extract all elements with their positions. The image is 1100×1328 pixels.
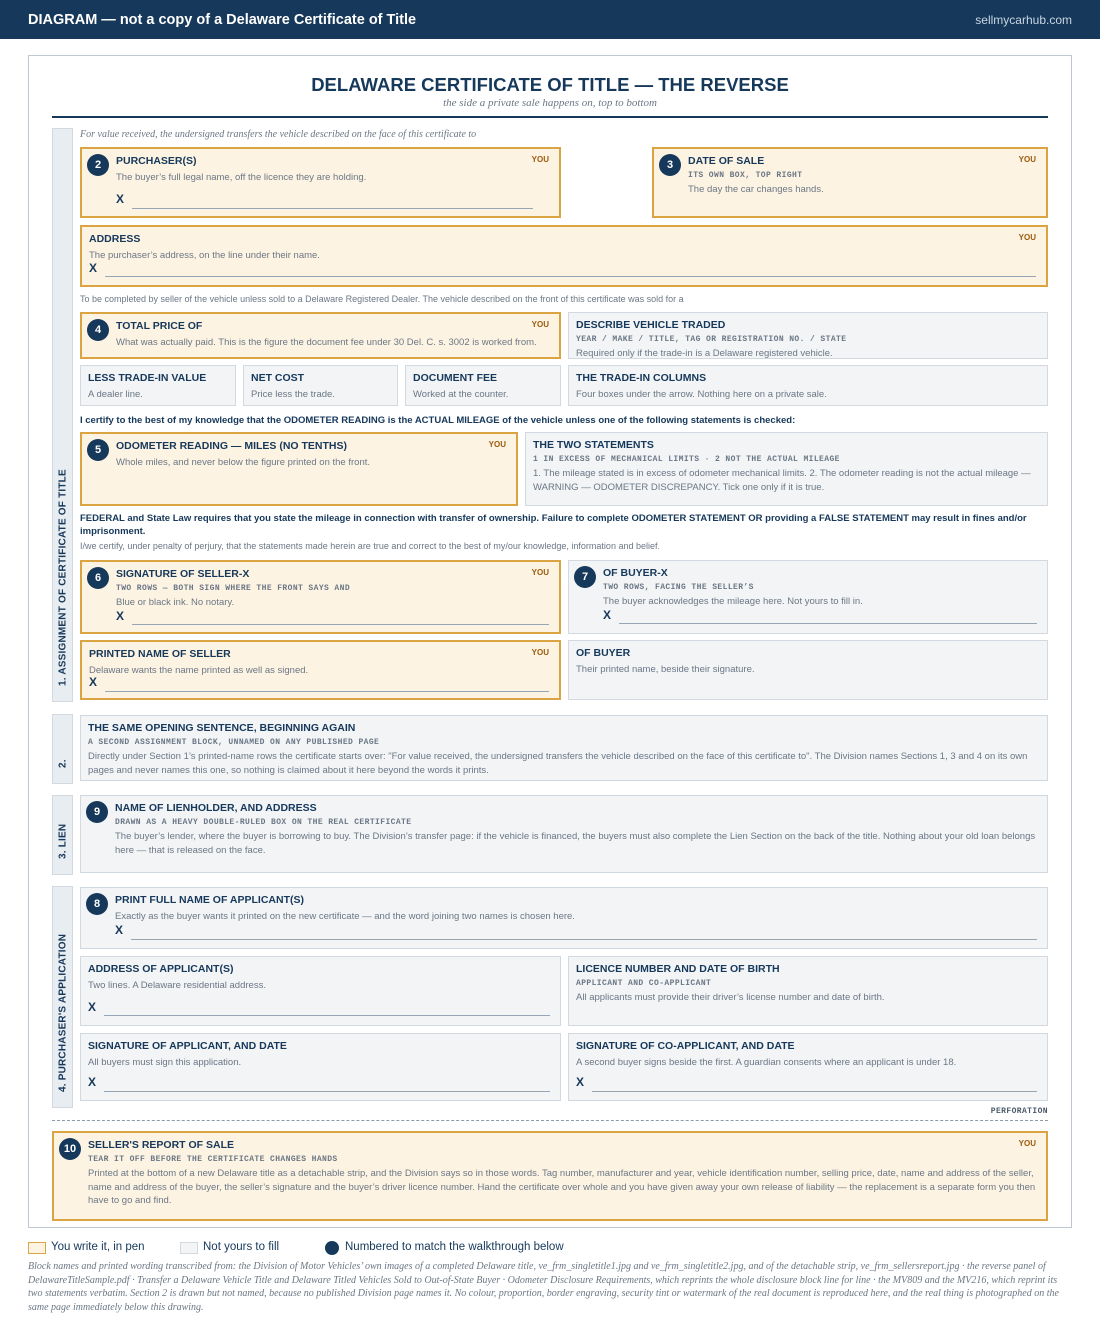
write-line bbox=[131, 939, 1037, 940]
applicant-name-box bbox=[80, 887, 1048, 949]
odometer-box[interactable] bbox=[80, 432, 518, 506]
box-label: PRINT FULL NAME OF APPLICANT(S) bbox=[115, 894, 304, 906]
write-line bbox=[104, 1015, 550, 1016]
step-badge: 8 bbox=[86, 893, 108, 915]
licence-box bbox=[568, 956, 1048, 1026]
box-desc: The buyer’s lender, where the buyer is borrowing to buy. The Division’s transfer page: if the vehicle is financed, the buyers must also complete the Lien Section on the back of the title. Nothing about your old loan belongs here — that is released on the face. bbox=[115, 831, 1036, 856]
write-line bbox=[132, 208, 533, 209]
box-sub: 1 IN EXCESS OF MECHANICAL LIMITS · 2 NOT THE ACTUAL MILEAGE bbox=[533, 455, 840, 464]
sign-mark: X bbox=[88, 1075, 97, 1089]
you-tag: YOU bbox=[1018, 1139, 1036, 1148]
page-title: DELAWARE CERTIFICATE OF TITLE — THE REVERSE bbox=[311, 74, 789, 95]
step-badge: 6 bbox=[87, 567, 109, 589]
sign-mark: X bbox=[89, 675, 98, 689]
write-line bbox=[104, 1091, 550, 1092]
box-sub: ITS OWN BOX, TOP RIGHT bbox=[688, 171, 803, 180]
box-label: PRINTED NAME OF SELLER bbox=[89, 648, 231, 660]
box-desc: All applicants must provide their driver’s license number and date of birth. bbox=[576, 992, 885, 1003]
box-label: LICENCE NUMBER AND DATE OF BIRTH bbox=[576, 963, 780, 975]
top-bar bbox=[0, 0, 1100, 39]
box-label: NAME OF LIENHOLDER, AND ADDRESS bbox=[115, 802, 317, 814]
box-label: ADDRESS OF APPLICANT(S) bbox=[88, 963, 234, 975]
total-price-box[interactable] bbox=[80, 312, 561, 359]
sign-mark: X bbox=[603, 608, 612, 622]
sellers-report-box[interactable] bbox=[52, 1131, 1048, 1221]
perforation-line bbox=[52, 1120, 1048, 1121]
page-subtitle: the side a private sale happens on, top to bottom bbox=[443, 97, 657, 109]
section-label-3: 3. LIEN bbox=[57, 823, 68, 859]
box-desc: Blue or black ink. No notary. bbox=[116, 597, 235, 608]
sign-mark: X bbox=[116, 609, 125, 623]
site-link[interactable]: sellmycarhub.com bbox=[975, 13, 1072, 27]
box-desc: A dealer line. bbox=[88, 389, 143, 400]
write-line bbox=[619, 623, 1037, 624]
box-desc: Two lines. A Delaware residential address. bbox=[88, 980, 266, 991]
write-line bbox=[105, 691, 549, 692]
box-desc: Worked at the counter. bbox=[413, 389, 509, 400]
box-desc: Exactly as the buyer wants it printed on the new certificate — and the word joining two names is chosen here. bbox=[115, 911, 575, 922]
box-label: SIGNATURE OF APPLICANT, AND DATE bbox=[88, 1040, 287, 1052]
legend-swatch-numbered bbox=[325, 1241, 339, 1255]
step-badge: 7 bbox=[574, 566, 596, 588]
box-desc: Four boxes under the arrow. Nothing here on a private sale. bbox=[576, 389, 827, 400]
two-statements-box bbox=[525, 432, 1048, 506]
box-desc: Printed at the bottom of a new Delaware title as a detachable strip, and the Division says so in those words. Tag number, manufacturer and year, vehicle identification number, selling price, date, name and address of the seller, name and address of the buyer, the seller’s signature and the buyer’s driver licence number. Hand the certificate over whole and you have given away your own release of liability — the replacement is a separate form you then have to go and find. bbox=[88, 1168, 1036, 1206]
perjury-line: I/we certify, under penalty of perjury, that the statements made herein are true and correct to the best of my/our knowledge, information and belief. bbox=[80, 541, 660, 551]
box-desc: 1. The mileage stated is in excess of odometer mechanical limits. 2. The odometer reading is not the actual mileage — WARNING — ODOMETER DISCREPANCY. Tick one only if it is true. bbox=[533, 468, 1031, 493]
address-box[interactable] bbox=[80, 225, 1048, 287]
sign-mark: X bbox=[115, 923, 124, 937]
box-label: PURCHASER(S) bbox=[116, 155, 197, 167]
title-rule bbox=[52, 116, 1048, 118]
box-label: SELLER'S REPORT OF SALE bbox=[88, 1139, 235, 1151]
box-label: DATE OF SALE bbox=[688, 155, 765, 167]
certify-line: I certify to the best of my knowledge that the ODOMETER READING is the ACTUAL MILEAGE of the vehicle unless one of the following statements is checked: bbox=[80, 415, 796, 426]
section-band-3 bbox=[52, 795, 73, 875]
step-badge: 3 bbox=[659, 154, 681, 176]
footnote: Block names and printed wording transcribed from: the Division of Motor Vehicles’ own images of a completed Delaware title, ve_frm_singletitle1.jpg and ve_frm_singletitle2.jpg, and of the detachable strip, ve_frm_sellersreport.jpg · the reverse panel of DelawareTitleSample.pdf · Transfer a Delaware Vehicle Title and Delaware Titled Vehicles Sold to Out-of-State Buyer · Odometer Disclosure Requirements, which reprints the whole disclosure block line for line · the MV809 and the MV216, which reprint its two statements verbatim. Section 2 is drawn but not named, because no published Division page names it. No colour, proportion, border engraving, security tint or watermark of the real document is reproduced here, and the real thing is photographed on the same page immediately below this drawing. bbox=[28, 1261, 1059, 1313]
box-label: LESS TRADE-IN VALUE bbox=[88, 372, 207, 384]
applicant-address-box bbox=[80, 956, 561, 1026]
less-trade-box bbox=[80, 365, 236, 406]
box-sub: TWO ROWS — BOTH SIGN WHERE THE FRONT SAYS AND bbox=[116, 584, 351, 593]
coapplicant-signature-box bbox=[568, 1033, 1048, 1101]
you-tag: YOU bbox=[531, 155, 549, 164]
seller-note-line: To be completed by seller of the vehicle unless sold to a Delaware Registered Dealer. The vehicle described on the front of this certificate was sold for a bbox=[80, 294, 684, 304]
box-desc: The buyer acknowledges the mileage here. Not yours to fill in. bbox=[603, 596, 863, 607]
sign-mark: X bbox=[576, 1075, 585, 1089]
box-label: TOTAL PRICE OF bbox=[116, 320, 203, 332]
box-label: OF BUYER-X bbox=[603, 567, 668, 579]
legend-you-write: You write it, in pen bbox=[51, 1241, 145, 1253]
box-label: NET COST bbox=[251, 372, 305, 384]
write-line bbox=[105, 276, 1036, 277]
box-desc: The purchaser’s address, on the line under their name. bbox=[89, 250, 320, 261]
section-label-4: 4. PURCHASER'S APPLICATION bbox=[57, 933, 68, 1092]
buyer-printed-box bbox=[568, 640, 1048, 700]
you-tag: YOU bbox=[1018, 233, 1036, 242]
federal-warning-line: FEDERAL and State Law requires that you state the mileage in connection with transfer of ownership. Failure to complete ODOMETER STATEMENT OR providing a FALSE STATEMENT may result in fines and/or imprisonment. bbox=[80, 513, 1027, 537]
buyer-x-box bbox=[568, 560, 1048, 634]
box-label: THE TWO STATEMENTS bbox=[533, 439, 654, 451]
box-sub: YEAR / MAKE / TITLE, TAG OR REGISTRATION NO. / STATE bbox=[576, 335, 847, 344]
box-desc: Directly under Section 1’s printed-name rows the certificate starts over: "For value received, the undersigned transfers the vehicle described on the face of this certificate to". The Division names Sections 1, 3 and 4 on its own pages and never names this one, so nothing is claimed about it here beyond the words it prints. bbox=[88, 751, 1028, 776]
box-desc: The buyer’s full legal name, off the licence they are holding. bbox=[116, 172, 367, 183]
applicant-signature-box bbox=[80, 1033, 561, 1101]
perforation-label: PERFORATION bbox=[990, 1107, 1048, 1116]
step-badge: 4 bbox=[87, 319, 109, 341]
section-band-2 bbox=[52, 714, 73, 784]
same-opening-box bbox=[80, 715, 1048, 781]
banner-title: DIAGRAM — not a copy of a Delaware Certificate of Title bbox=[28, 12, 417, 28]
tradein-columns-box bbox=[568, 365, 1048, 406]
you-tag: YOU bbox=[1018, 155, 1036, 164]
box-sub: TEAR IT OFF BEFORE THE CERTIFICATE CHANGES HANDS bbox=[88, 1155, 338, 1164]
legend-not-yours: Not yours to fill bbox=[203, 1241, 280, 1253]
box-label: OF BUYER bbox=[576, 647, 631, 659]
step-badge: 9 bbox=[86, 801, 108, 823]
legend-swatch-not-yours bbox=[180, 1242, 198, 1254]
box-label: THE TRADE-IN COLUMNS bbox=[576, 372, 707, 384]
box-label: ODOMETER READING — MILES (NO TENTHS) bbox=[116, 440, 347, 452]
box-desc: Whole miles, and never below the figure printed on the front. bbox=[116, 457, 371, 468]
legend-numbered: Numbered to match the walkthrough below bbox=[345, 1241, 564, 1253]
sign-mark: X bbox=[116, 192, 125, 206]
net-cost-box bbox=[243, 365, 398, 406]
section-label-2: 2. bbox=[57, 759, 68, 768]
you-tag: YOU bbox=[488, 440, 506, 449]
vehicle-traded-box bbox=[568, 312, 1048, 359]
box-sub: TWO ROWS, FACING THE SELLER’S bbox=[603, 583, 754, 592]
purchaser-box[interactable] bbox=[80, 147, 561, 218]
box-desc: The day the car changes hands. bbox=[688, 184, 824, 195]
box-label: ADDRESS bbox=[89, 233, 141, 245]
step-badge: 10 bbox=[59, 1138, 81, 1160]
box-desc: Their printed name, beside their signature. bbox=[576, 664, 755, 675]
section-band-1 bbox=[52, 128, 73, 702]
value-received-line: For value received, the undersigned transfers the vehicle described on the face of this certificate to bbox=[80, 129, 477, 140]
box-sub: APPLICANT AND CO-APPLICANT bbox=[576, 979, 712, 988]
box-label: DESCRIBE VEHICLE TRADED bbox=[576, 319, 726, 331]
lienholder-box bbox=[80, 795, 1048, 873]
box-label: SIGNATURE OF SELLER-X bbox=[116, 568, 250, 580]
sign-mark: X bbox=[88, 1000, 97, 1014]
you-tag: YOU bbox=[531, 320, 549, 329]
you-tag: YOU bbox=[531, 568, 549, 577]
box-desc: Required only if the trade-in is a Delaware registered vehicle. bbox=[576, 348, 833, 359]
document-fee-box bbox=[405, 365, 561, 406]
box-desc: What was actually paid. This is the figure the document fee under 30 Del. C. s. 3002 is worked from. bbox=[116, 337, 537, 348]
step-badge: 5 bbox=[87, 439, 109, 461]
box-desc: Delaware wants the name printed as well as signed. bbox=[89, 665, 309, 676]
legend-swatch-you bbox=[28, 1242, 46, 1254]
write-line bbox=[592, 1091, 1037, 1092]
section-band-4 bbox=[52, 886, 73, 1108]
box-desc: All buyers must sign this application. bbox=[88, 1057, 242, 1068]
box-sub: DRAWN AS A HEAVY DOUBLE-RULED BOX ON THE REAL CERTIFICATE bbox=[115, 818, 412, 827]
box-desc: Price less the trade. bbox=[251, 389, 335, 400]
write-line bbox=[132, 624, 549, 625]
box-label: SIGNATURE OF CO-APPLICANT, AND DATE bbox=[576, 1040, 795, 1052]
you-tag: YOU bbox=[531, 648, 549, 657]
date-of-sale-box[interactable] bbox=[652, 147, 1048, 218]
box-sub: A SECOND ASSIGNMENT BLOCK, UNNAMED ON ANY PUBLISHED PAGE bbox=[88, 738, 380, 747]
section-label-1: 1. ASSIGNMENT OF CERTIFICATE OF TITLE bbox=[57, 469, 68, 686]
sign-mark: X bbox=[89, 261, 98, 275]
box-desc: A second buyer signs beside the first. A guardian consents where an applicant is under 18. bbox=[576, 1057, 957, 1068]
printed-seller-box[interactable] bbox=[80, 640, 561, 700]
box-label: THE SAME OPENING SENTENCE, BEGINNING AGAIN bbox=[88, 722, 356, 734]
seller-signature-box[interactable] bbox=[80, 560, 561, 634]
box-label: DOCUMENT FEE bbox=[413, 372, 497, 384]
step-badge: 2 bbox=[87, 154, 109, 176]
